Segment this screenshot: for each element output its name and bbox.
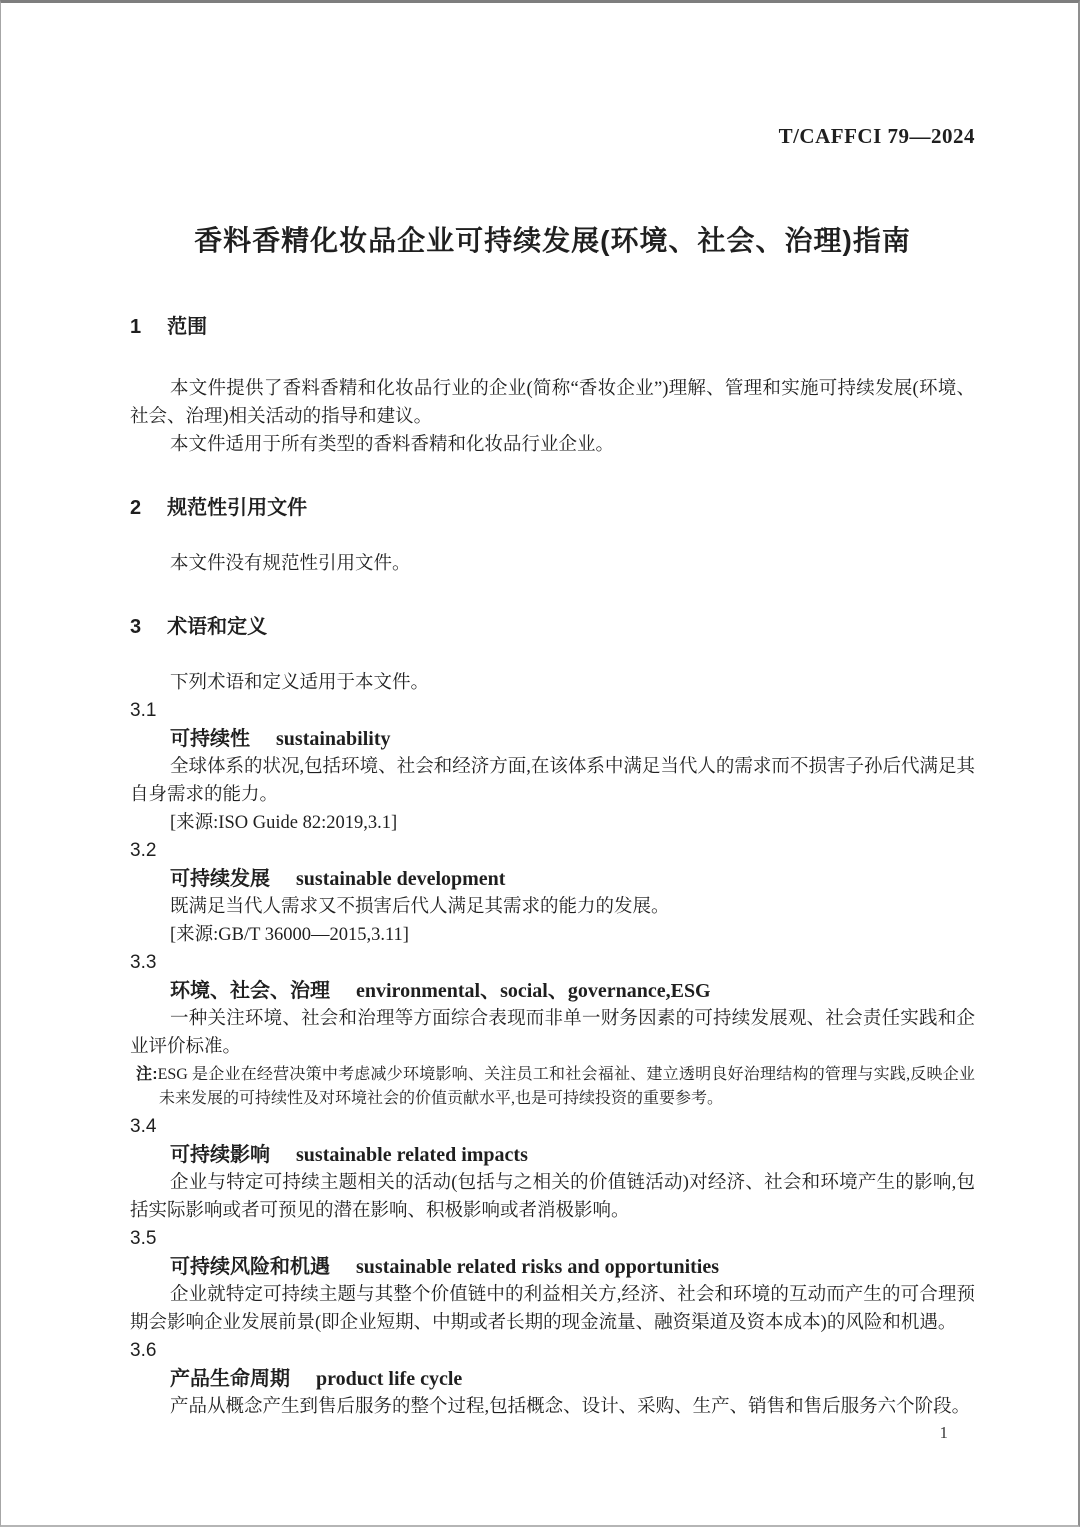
term-3-3-number: 3.3 bbox=[130, 952, 157, 973]
term-3-2-en: sustainable development bbox=[296, 868, 506, 890]
term-3-5-zh: 可持续风险和机遇 bbox=[170, 1256, 330, 1278]
section-3-number: 3 bbox=[130, 616, 142, 638]
term-3-1 bbox=[130, 697, 975, 837]
section-2-title: 规范性引用文件 bbox=[167, 497, 308, 519]
term-3-3-note bbox=[136, 1063, 975, 1111]
term-3-4-heading bbox=[130, 1141, 975, 1169]
term-3-4-zh: 可持续影响 bbox=[170, 1144, 270, 1166]
section-1-paragraph-2: 本文件适用于所有类型的香料香精和化妆品行业企业。 bbox=[170, 435, 615, 455]
page-number: 1 bbox=[939, 1423, 948, 1442]
term-3-4-number: 3.4 bbox=[130, 1116, 157, 1137]
term-3-2 bbox=[130, 837, 975, 949]
term-3-1-source: [来源:ISO Guide 82:2019,3.1] bbox=[170, 813, 398, 833]
section-3-title: 术语和定义 bbox=[167, 616, 268, 638]
section-3-intro: 下列术语和定义适用于本文件。 bbox=[170, 673, 430, 693]
term-3-2-zh: 可持续发展 bbox=[170, 868, 270, 890]
section-1-paragraph-1: 本文件提供了香料香精和化妆品行业的企业(简称“香妆企业”)理解、管理和实施可持续发展(环境、社会、治理)相关活动的指导和建议。 bbox=[130, 379, 975, 427]
term-3-5-definition: 企业就特定可持续主题与其整个价值链中的利益相关方,经济、社会和环境的互动而产生的可合理预期会影响企业发展前景(即企业短期、中期或者长期的现金流量、融资渠道及资本成本)的风险和机遇。 bbox=[130, 1285, 975, 1333]
term-3-6-number: 3.6 bbox=[130, 1340, 157, 1361]
section-3-heading bbox=[130, 613, 975, 641]
term-3-6-en: product life cycle bbox=[316, 1368, 463, 1390]
term-3-6-heading bbox=[130, 1365, 975, 1393]
page-content bbox=[1, 3, 1078, 1421]
section-1-title: 范围 bbox=[167, 316, 208, 338]
term-3-1-zh: 可持续性 bbox=[170, 728, 250, 750]
note-text: ESG 是企业在经营决策中考虑减少环境影响、关注员工和社会福祉、建立透明良好治理结构的管理与实践,反映企业未来发展的可持续性及对环境社会的价值贡献水平,也是可持续投资的重要参考。 bbox=[157, 1066, 975, 1107]
note-label: 注: bbox=[136, 1066, 158, 1083]
term-3-1-heading bbox=[130, 725, 975, 753]
section-1-heading bbox=[130, 313, 975, 341]
standard-code: T/CAFFCI 79—2024 bbox=[778, 124, 975, 148]
section-2-paragraph-1: 本文件没有规范性引用文件。 bbox=[170, 554, 411, 574]
term-3-1-number: 3.1 bbox=[130, 700, 157, 721]
term-3-6-definition: 产品从概念产生到售后服务的整个过程,包括概念、设计、采购、生产、销售和售后服务六个阶段。 bbox=[170, 1397, 971, 1417]
term-3-5-en: sustainable related risks and opportunities bbox=[356, 1256, 720, 1278]
term-3-5-heading bbox=[130, 1253, 975, 1281]
term-3-4-en: sustainable related impacts bbox=[296, 1144, 528, 1166]
term-3-3-zh: 环境、社会、治理 bbox=[170, 980, 330, 1002]
term-3-4 bbox=[130, 1113, 975, 1225]
section-1-number: 1 bbox=[130, 316, 142, 338]
term-3-1-definition: 全球体系的状况,包括环境、社会和经济方面,在该体系中满足当代人的需求而不损害子孙后代满足其自身需求的能力。 bbox=[130, 757, 975, 805]
term-3-2-source: [来源:GB/T 36000—2015,3.11] bbox=[170, 925, 409, 945]
term-3-3-definition: 一种关注环境、社会和治理等方面综合表现而非单一财务因素的可持续发展观、社会责任实践和企业评价标准。 bbox=[130, 1009, 975, 1057]
term-3-2-heading bbox=[130, 865, 975, 893]
document-title: 香料香精化妆品企业可持续发展(环境、社会、治理)指南 bbox=[194, 225, 911, 256]
section-2-heading bbox=[130, 494, 975, 522]
term-3-3-heading bbox=[130, 977, 975, 1005]
term-3-6-zh: 产品生命周期 bbox=[170, 1368, 290, 1390]
term-3-2-definition: 既满足当代人需求又不损害后代人满足其需求的能力的发展。 bbox=[170, 897, 670, 917]
term-3-2-number: 3.2 bbox=[130, 840, 157, 861]
term-3-1-en: sustainability bbox=[276, 728, 391, 750]
term-3-5-number: 3.5 bbox=[130, 1228, 157, 1249]
term-3-6 bbox=[130, 1337, 975, 1421]
section-2-number: 2 bbox=[130, 497, 142, 519]
term-3-3 bbox=[130, 949, 975, 1111]
term-3-5 bbox=[130, 1225, 975, 1337]
term-3-3-en: environmental、social、governance,ESG bbox=[356, 980, 711, 1002]
term-3-4-definition: 企业与特定可持续主题相关的活动(包括与之相关的价值链活动)对经济、社会和环境产生的影响,包括实际影响或者可预见的潜在影响、积极影响或者消极影响。 bbox=[130, 1173, 975, 1221]
